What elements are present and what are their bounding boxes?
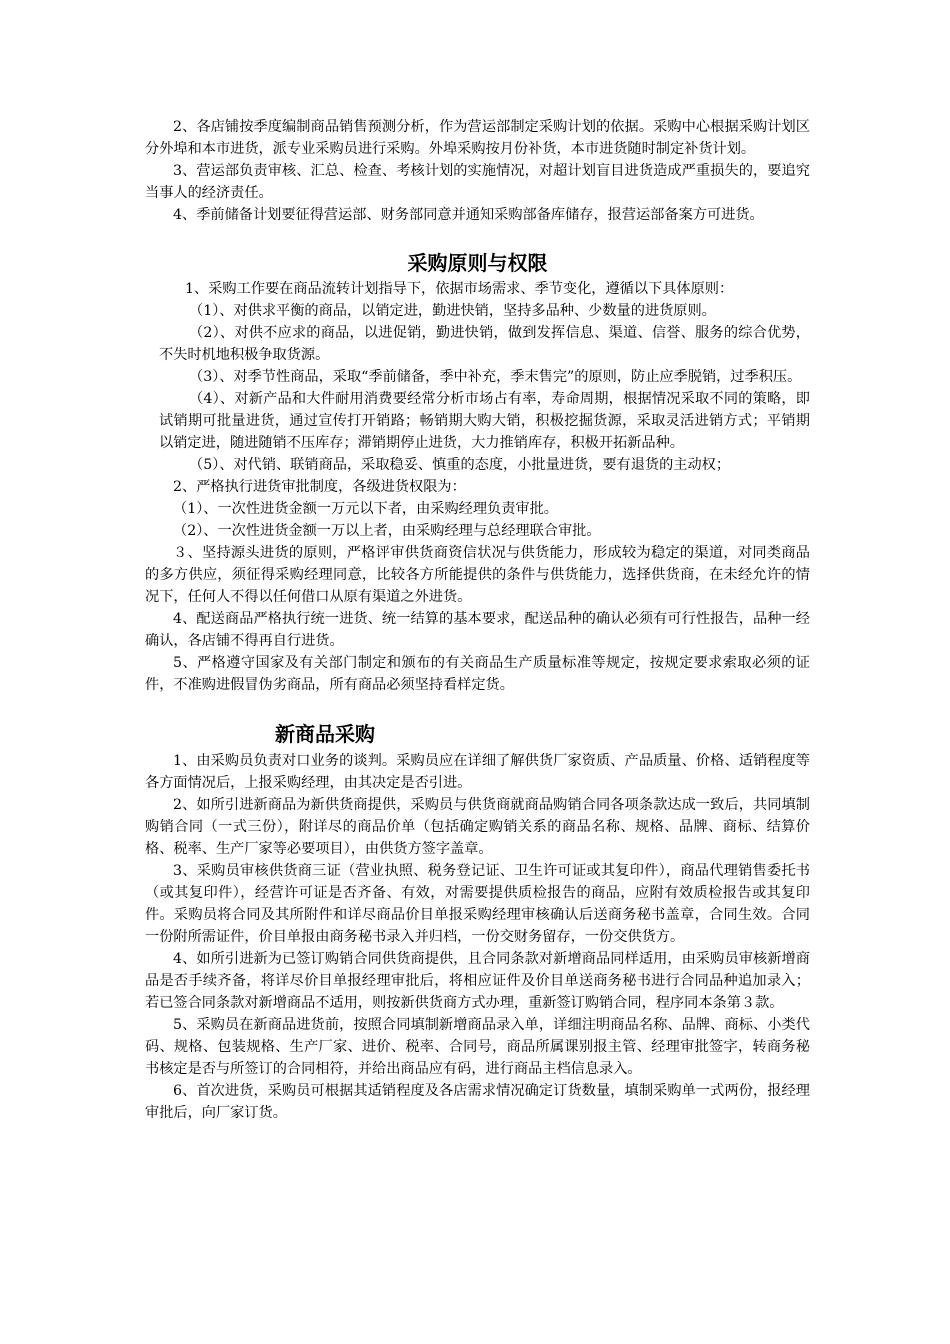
paragraph: 2、如所引进新商品为新供货商提供，采购员与供货商就商品购销合同各项条款达成一致后，共同填制购销合同（一式三份），附详尽的商品价单（包括确定购销关系的商品名称、规格、品牌、商标、结算价格、税率、生产厂家等必要项目），由供货方签字盖章。 [145, 797, 810, 857]
document-body [145, 116, 810, 1124]
list-item: （2）、对供不应求的商品，以进促销，勤进快销，做到发挥信息、渠道、信誉、服务的综合优势，不失时机地积极争取货源。 [159, 325, 810, 363]
paragraph: 5、采购员在新商品进货前，按照合同填制新增商品录入单，详细注明商品名称、品牌、商标、小类代码、规格、包装规格、生产厂家、进价、税率、合同号，商品所属课别报主管、经理审批签字，转商务秘书核定是否与所签订的合同相符，并给出商品应有码，进行商品主档信息录入。 [145, 1017, 810, 1077]
list-item: （5）、对代销、联销商品，采取稳妥、慎重的态度，小批量进货，要有退货的主动权； [189, 457, 731, 473]
paragraph: 3、营运部负责审核、汇总、检查、考核计划的实施情况，对超计划盲目进货造成严重损失的，要追究当事人的经济责任。 [145, 163, 810, 201]
paragraph: 2、严格执行进货审批制度，各级进货权限为： [173, 479, 466, 495]
paragraph: 6、首次进货，采购员可根据其适销程度及各店需求情况确定订货数量，填制采购单一式两份，报经理审批后，向厂家订货。 [145, 1083, 810, 1121]
list-item: （1）、一次性进货金额一万元以下者，由采购经理负责审批。 [173, 501, 558, 517]
list-item: （3）、对季节性商品，采取“季前储备，季中补充，季末售完”的原则，防止应季脱销，过季积压。 [189, 369, 802, 385]
section-heading-purchase-principles: 采购原则与权限 [407, 251, 548, 275]
paragraph: 3、采购员审核供货商三证（营业执照、税务登记证、卫生许可证或其复印件），商品代理销售委托书（或其复印件），经营许可证是否齐备、有效，对需要提供质检报告的商品，应附有效质检报告或其复印件。采购员将合同及其所附件和详尽商品价目单报采购经理审核确认后送商务秘书盖章，合同生效。合同一份附所需证件，价目单报由商务秘书录入并归档，一份交财务留存，一份交供货方。 [145, 863, 810, 945]
list-item: （1）、对供求平衡的商品，以销定进，勤进快销，坚持多品种、少数量的进货原则。 [189, 303, 716, 319]
paragraph: 2、各店铺按季度编制商品销售预测分析，作为营运部制定采购计划的依据。采购中心根据采购计划区分外埠和本市进货，派专业采购员进行采购。外埠采购按月份补货，本市进货随时制定补货计划。 [145, 119, 810, 157]
list-item: （4）、对新产品和大件耐用消费要经常分析市场占有率，寿命周期，根据情况采取不同的策略，即试销期可批量进货，通过宣传打开销路；畅销期大购大销，积极挖掘货源，采取灵活进销方式；平销期以销定进，随进随销不压库存；滞销期停止进货，大力推销库存，积极开拓新品种。 [159, 391, 810, 451]
section-heading-new-product-purchase: 新商品采购 [275, 722, 375, 746]
paragraph: 4、如所引进新为已签订购销合同供货商提供，且合同条款对新增商品同样适用，由采购员审核新增商品是否手续齐备，将详尽价目单报经理审批后，将相应证件及价目单送商务秘书进行合同品种追加录入；若已签合同条款对新增商品不适用，则按新供货商方式办理，重新签订购销合同，程序同本条第３款。 [145, 951, 810, 1011]
paragraph: 1、采购工作要在商品流转计划指导下，依据市场需求、季节变化，遵循以下具体原则： [185, 281, 734, 297]
list-item: （2）、一次性进货金额一万以上者，由采购经理与总经理联合审批。 [173, 523, 601, 539]
paragraph: 1、由采购员负责对口业务的谈判。采购员应在详细了解供货厂家资质、产品质量、价格、适销程度等各方面情况后，上报采购经理，由其决定是否引进。 [145, 753, 810, 791]
paragraph: 4、季前储备计划要征得营运部、财务部同意并通知采购部备库储存，报营运部备案方可进货。 [173, 207, 764, 223]
paragraph: 5、严格遵守国家及有关部门制定和颁布的有关商品生产质量标准等规定，按规定要求索取必须的证件，不准购进假冒伪劣商品，所有商品必须坚持看样定货。 [145, 655, 810, 693]
paragraph: 4、配送商品严格执行统一进货、统一结算的基本要求，配送品种的确认必须有可行性报告，品种一经确认，各店铺不得再自行进货。 [145, 611, 810, 649]
paragraph: ３、坚持源头进货的原则，严格评审供货商资信状况与供货能力，形成较为稳定的渠道，对同类商品的多方供应，须征得采购经理同意，比较各方所能提供的条件与供货能力，选择供货商，在未经允许的情况下，任何人不得以任何借口从原有渠道之外进货。 [145, 545, 810, 605]
